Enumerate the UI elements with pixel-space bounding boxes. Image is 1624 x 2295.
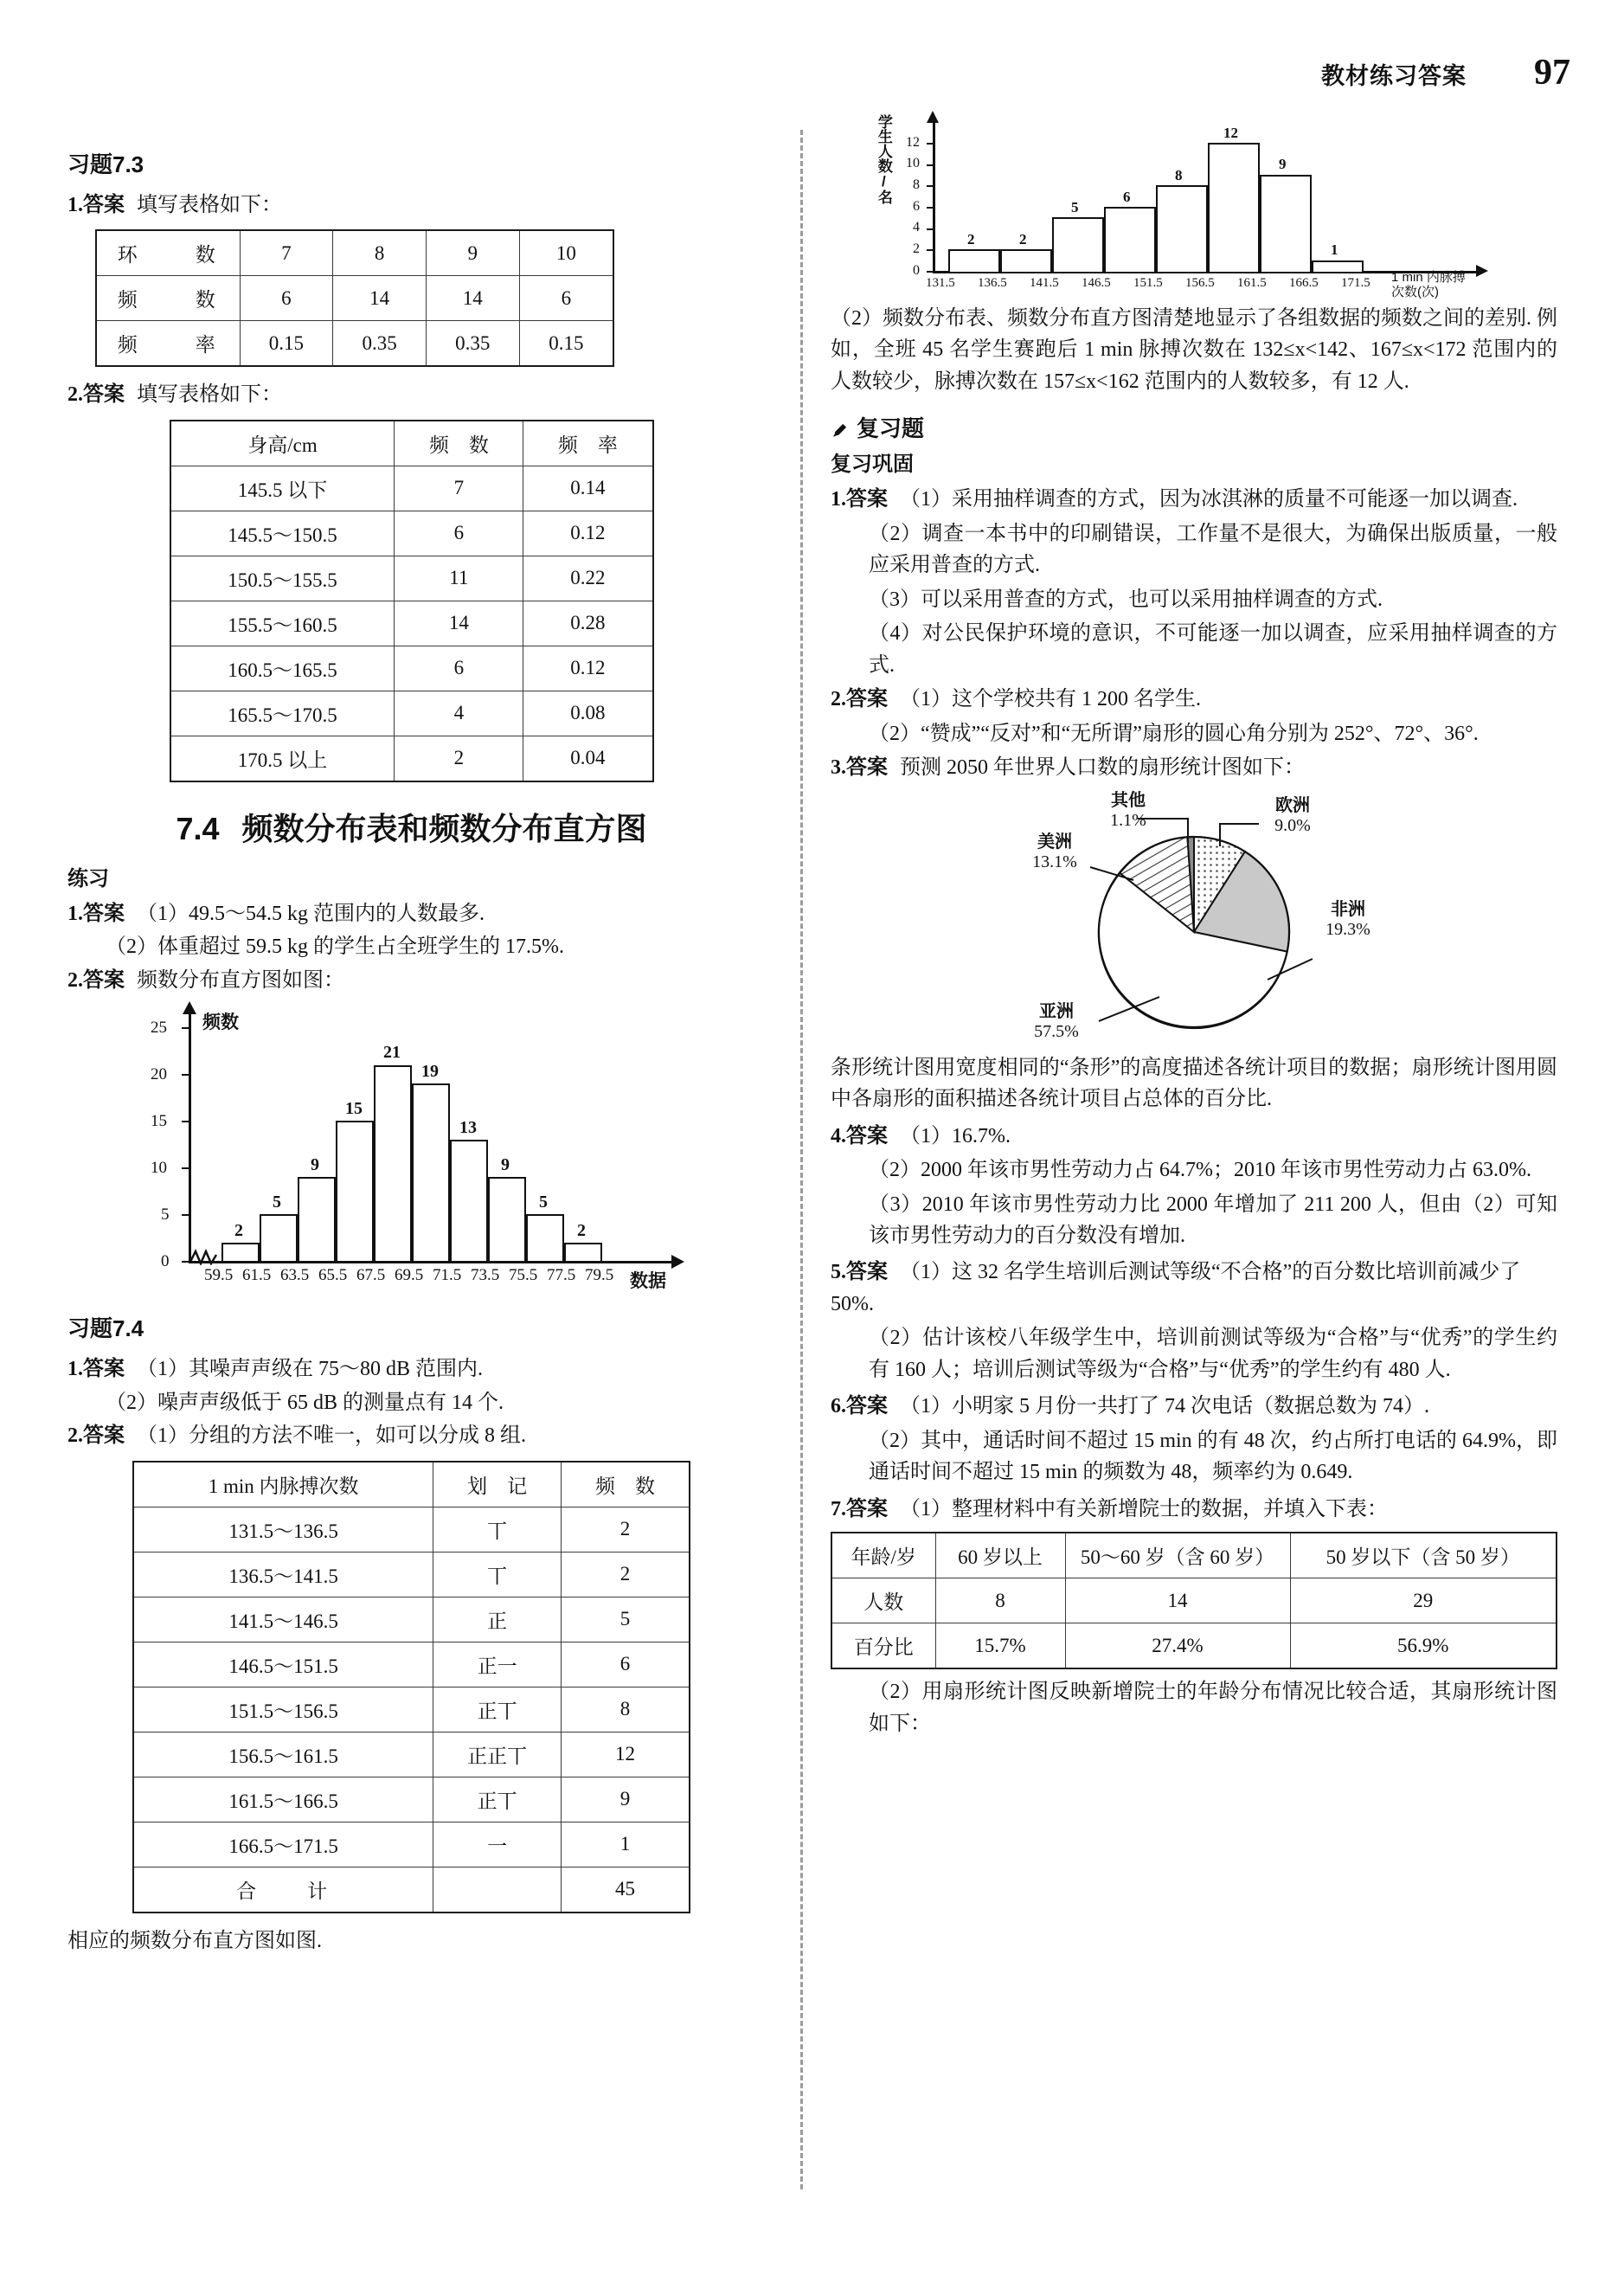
table-row [831, 1623, 1557, 1669]
cell: 155.5～160.5 [170, 601, 395, 646]
bar-value: 21 [383, 1043, 401, 1063]
answer-r2-2: （2）“赞成”“反对”和“无所谓”扇形的圆心角分别为 252°、72°、36°. [869, 722, 1479, 745]
bar-value: 8 [1175, 167, 1183, 183]
answer-74p-1 [67, 898, 755, 929]
answer-74e-1b: （2）噪声声级低于 65 dB 的测量点有 14 个. [106, 1391, 504, 1414]
cell: 151.5～156.5 [133, 1687, 433, 1732]
y-tick [182, 1121, 189, 1122]
section-heading-74ex: 习题7.4 [67, 1315, 144, 1342]
bar [564, 1243, 602, 1262]
y-tick [927, 185, 934, 187]
answer-label: 1.答案 [67, 902, 125, 925]
pulse-x-axis-caption-line2: 次数(次) [1391, 285, 1439, 300]
cell: 6 [395, 646, 523, 691]
section-heading-74 [67, 805, 755, 849]
bar [1156, 185, 1208, 272]
x-axis-arrow-icon [671, 1255, 684, 1269]
pie-label-europe-name: 欧洲 [1275, 795, 1310, 815]
cell: 0.04 [523, 736, 653, 781]
y-tick [927, 271, 934, 273]
cell: 人数 [831, 1578, 935, 1623]
table-rings [95, 229, 614, 367]
x-tick-label: 146.5 [1082, 276, 1111, 290]
y-tick [182, 1027, 189, 1029]
bar [412, 1083, 450, 1261]
pie-label-asia-value: 57.5% [1034, 1021, 1079, 1041]
cell: 10 [519, 230, 613, 276]
bar-value: 5 [539, 1192, 548, 1212]
bar-value: 1 [1331, 241, 1338, 258]
x-tick-label: 79.5 [585, 1266, 614, 1285]
table-row [170, 466, 653, 511]
col-header: 1 min 内脉搏次数 [133, 1462, 433, 1508]
table-row [133, 1507, 690, 1552]
cell: 11 [395, 556, 523, 601]
pencil-icon [826, 416, 853, 443]
cell: 0.12 [523, 646, 653, 691]
population-pie-chart [1008, 789, 1380, 1049]
bar-value: 2 [1019, 231, 1027, 248]
answer-label: 6.答案 [831, 1395, 888, 1418]
y-axis [189, 1012, 191, 1263]
table-row [831, 1578, 1557, 1623]
cell: 146.5～151.5 [133, 1642, 433, 1687]
review-heading-row [831, 411, 1557, 443]
answer-label: 5.答案 [831, 1261, 888, 1284]
cell: 12 [561, 1732, 690, 1777]
x-tick-label: 161.5 [1237, 276, 1267, 290]
page-header [0, 52, 1624, 93]
x-tick-label: 59.5 [204, 1266, 234, 1285]
y-tick [182, 1261, 189, 1263]
bar-value: 13 [459, 1118, 477, 1138]
cell: 6 [519, 276, 613, 321]
cell: 正 [433, 1597, 562, 1642]
answer-text: （1）采用抽样调查的方式，因为冰淇淋的质量不可能逐一加以调查. [900, 488, 1518, 511]
y-tick-label: 5 [161, 1205, 170, 1225]
y-tick [927, 207, 934, 209]
answer-text: 频数分布直方图如图： [137, 968, 344, 992]
bar [1104, 207, 1156, 272]
pie-label-america-value: 13.1% [1032, 852, 1077, 871]
y-tick [182, 1074, 189, 1076]
cell: 165.5～170.5 [170, 691, 395, 736]
answer-r6-2: （2）其中，通话时间不超过 15 min 的有 48 次，约占所打电话的 64.9%，即通话时间不超过 15 min 的频数为 48，频率约为 0.649. [869, 1429, 1557, 1484]
page-title: 教材练习答案 [1321, 63, 1467, 89]
bar [1000, 249, 1052, 272]
col-header: 50 岁以下（含 50 岁） [1290, 1533, 1557, 1578]
x-axis-label: 数据 [630, 1271, 666, 1292]
practice-heading: 练习 [67, 866, 109, 890]
y-tick-label: 10 [906, 156, 920, 170]
cell: 156.5～161.5 [133, 1732, 433, 1777]
cell: 5 [561, 1597, 690, 1642]
answer-r1-2: （2）调查一本书中的印刷错误，工作量不是很大，为确保出版质量，一般应采用普查的方式. [869, 522, 1557, 577]
table-rings-wrap [67, 229, 755, 367]
bar [221, 1243, 260, 1262]
answer-r4 [831, 1121, 1557, 1152]
bar [948, 249, 1000, 272]
bar [336, 1121, 374, 1261]
answer-74p-1b: （2）体重超过 59.5 kg 的学生占全班学生的 17.5%. [106, 935, 564, 959]
cell: 0.35 [426, 321, 519, 367]
answer-73-2 [67, 379, 755, 410]
x-tick-label: 156.5 [1185, 276, 1215, 290]
table-pulse-footnote: 相应的频数分布直方图如图. [67, 1929, 322, 1952]
table-row [170, 736, 653, 781]
cell: 百分比 [831, 1623, 935, 1669]
cell: 14 [1065, 1578, 1290, 1623]
cell: 8 [935, 1578, 1065, 1623]
y-tick-label: 25 [151, 1019, 167, 1038]
answer-r5-2: （2）估计该校八年级学生中，培训前测试等级为“合格”与“优秀”的学生约有 160 人；培训后测试等级为“合格”与“优秀”的学生约有 480 人. [869, 1327, 1557, 1381]
cell: 6 [395, 511, 523, 556]
cell: 45 [561, 1867, 690, 1912]
cell: 一 [433, 1822, 562, 1867]
answer-text: （1）这个学校共有 1 200 名学生. [900, 688, 1201, 711]
answer-r1-4: （4）对公民保护环境的意识，不可能逐一加以调查，应采用抽样调查的方式. [869, 622, 1557, 677]
x-tick-label: 141.5 [1030, 276, 1059, 290]
x-axis-arrow-icon [1476, 265, 1488, 277]
row-label: 频 率 [96, 321, 240, 367]
table-row [133, 1687, 690, 1732]
cell [433, 1867, 562, 1912]
cell: 29 [1290, 1578, 1557, 1623]
table-academicians-wrap [831, 1532, 1557, 1669]
col-header: 年龄/岁 [831, 1533, 935, 1578]
table-row [170, 511, 653, 556]
answer-text: （1）这 32 名学生培训后测试等级“不合格”的百分数比培训前减少了 50%. [831, 1261, 1521, 1315]
answer-r4-3: （3）2010 年该市男性劳动力比 2000 年增加了 211 200 人，但由（2）可知该市男性劳动力的百分数没有增加. [869, 1192, 1557, 1247]
pie-label-africa-value: 19.3% [1326, 919, 1370, 939]
cell: 15.7% [935, 1623, 1065, 1669]
cell: 0.14 [523, 466, 653, 511]
cell: 0.22 [523, 556, 653, 601]
answer-text: 填写表格如下： [137, 194, 282, 216]
cell: 14 [426, 276, 519, 321]
pie-label-other-value: 1.1% [1110, 810, 1146, 830]
bar [260, 1214, 298, 1261]
answer-label: 2.答案 [67, 968, 125, 992]
answer-label: 4.答案 [831, 1124, 888, 1148]
left-column [67, 147, 755, 1957]
answer-text: （1）分组的方法不唯一，如可以分成 8 组. [137, 1424, 526, 1448]
y-tick-label: 10 [151, 1159, 167, 1178]
cell: 166.5～171.5 [133, 1822, 433, 1867]
answer-r2 [831, 684, 1557, 715]
cell: 27.4% [1065, 1623, 1290, 1669]
x-tick-label: 151.5 [1133, 276, 1163, 290]
cell: 0.35 [333, 321, 427, 367]
x-tick-label: 77.5 [547, 1266, 576, 1285]
bar [450, 1140, 488, 1261]
pulse-analysis-text: （2）频数分布表、频数分布直方图清楚地显示了各组数据的频数之间的差别. 例如，全班 45 名学生赛跑后 1 min 脉搏次数在 132≤x<142、167≤x<172 范围内的人数较少，脉搏次数在 157≤x<162 范围内的人数较多，有 12 人. [831, 307, 1557, 393]
bar-value: 9 [311, 1155, 319, 1175]
x-tick-label: 69.5 [395, 1266, 424, 1285]
cell: 4 [395, 691, 523, 736]
cell: 2 [395, 736, 523, 781]
right-column [831, 114, 1557, 1742]
cell: 正一 [433, 1642, 562, 1687]
y-tick-label: 0 [913, 263, 920, 278]
content-columns [0, 114, 1624, 2224]
table-row [133, 1732, 690, 1777]
pulse-x-axis-caption-line1: 1 min 内脉搏 [1391, 270, 1466, 285]
review-sub-heading: 复习巩固 [831, 453, 914, 477]
bar [298, 1177, 336, 1261]
cell: 0.15 [240, 321, 333, 367]
pulse-y-axis-caption: 学生人数/名 [875, 114, 892, 204]
table-row [133, 1822, 690, 1867]
answer-r1-3: （3）可以采用普查的方式，也可以采用抽样调查的方式. [869, 588, 1383, 611]
col-header: 频 数 [561, 1462, 690, 1508]
y-tick [182, 1167, 189, 1169]
x-tick-label: 63.5 [280, 1266, 310, 1285]
col-header: 频 率 [523, 421, 653, 466]
answer-74e-2 [67, 1420, 755, 1451]
bar [488, 1177, 526, 1261]
bar-value: 5 [1071, 199, 1079, 215]
answer-label: 1.答案 [831, 488, 888, 511]
bar [1208, 143, 1260, 272]
cell: 8 [333, 230, 427, 276]
pie-label-america-name: 美洲 [1037, 832, 1072, 852]
bar [1312, 260, 1364, 272]
answer-r7-2: （2）用扇形统计图反映新增院士的年龄分布情况比较合适，其扇形统计图如下： [869, 1681, 1557, 1735]
bar-value: 2 [967, 231, 975, 248]
y-tick-label: 4 [913, 220, 920, 235]
bar-value: 15 [345, 1099, 363, 1119]
section-number: 7.4 [176, 810, 220, 846]
x-tick-label: 67.5 [356, 1266, 386, 1285]
cell: 7 [395, 466, 523, 511]
y-tick [927, 143, 934, 145]
cell: 正丅 [433, 1777, 562, 1822]
bar-value: 6 [1123, 189, 1131, 205]
answer-r3 [831, 752, 1557, 783]
y-tick-label: 6 [913, 199, 920, 214]
bar-value: 19 [421, 1062, 439, 1082]
cell: 正正丅 [433, 1732, 562, 1777]
y-tick [927, 228, 934, 230]
cell: 0.12 [523, 511, 653, 556]
cell: 0.15 [519, 321, 613, 367]
answer-text: （1）16.7%. [900, 1124, 1011, 1148]
bar [1260, 175, 1312, 272]
cell: 161.5～166.5 [133, 1777, 433, 1822]
answer-74p-2 [67, 965, 755, 996]
table-row [170, 646, 653, 691]
pie-label-europe-value: 9.0% [1274, 815, 1311, 835]
bar-value: 9 [1279, 156, 1287, 172]
bar-value: 5 [273, 1192, 281, 1212]
cell: 8 [561, 1687, 690, 1732]
answer-r1 [831, 484, 1557, 515]
pie-label-africa [1309, 900, 1387, 940]
cell: 1 [561, 1822, 690, 1867]
bar [1052, 217, 1104, 272]
bar-value: 2 [577, 1221, 586, 1241]
y-tick-label: 20 [151, 1065, 167, 1084]
answer-label: 3.答案 [831, 756, 888, 780]
x-tick-label: 75.5 [509, 1266, 538, 1285]
answer-r4-2: （2）2000 年该市男性劳动力占 64.7%；2010 年该市男性劳动力占 63.0%. [869, 1159, 1531, 1182]
answer-73-1 [67, 190, 755, 221]
answer-label: 2.答案 [831, 688, 888, 711]
cell: 56.9% [1290, 1623, 1557, 1669]
cell: 丅 [433, 1507, 562, 1552]
page-number: 97 [1534, 53, 1570, 93]
cell: 2 [561, 1552, 690, 1597]
x-tick-label: 166.5 [1289, 276, 1319, 290]
y-tick [182, 1214, 189, 1216]
cell: 136.5～141.5 [133, 1552, 433, 1597]
x-tick-label: 61.5 [242, 1266, 272, 1285]
row-label: 频 数 [96, 276, 240, 321]
table-header-row [170, 421, 653, 466]
answer-74e-1 [67, 1353, 755, 1385]
bar [526, 1214, 564, 1261]
cell: 141.5～146.5 [133, 1597, 433, 1642]
cell: 0.28 [523, 601, 653, 646]
cell: 150.5～155.5 [170, 556, 395, 601]
cell: 2 [561, 1507, 690, 1552]
y-tick [927, 164, 934, 166]
cell: 正丅 [433, 1687, 562, 1732]
y-tick-label: 0 [161, 1252, 170, 1271]
table-header-row [133, 1462, 690, 1508]
table-academicians [831, 1532, 1557, 1669]
table-row [133, 1642, 690, 1687]
answer-r3-after: 条形统计图用宽度相同的“条形”的高度描述各统计项目的数据；扇形统计图用圆中各扇形的面积描述各统计项目占总体的百分比. [831, 1056, 1557, 1111]
col-header: 50～60 岁（含 60 岁） [1065, 1533, 1290, 1578]
section-heading-73: 习题7.3 [67, 151, 144, 177]
cell: 7 [240, 230, 333, 276]
pie-label-other [1091, 791, 1165, 831]
x-tick-label: 136.5 [978, 276, 1007, 290]
bar-value: 9 [501, 1155, 510, 1175]
pie-label-asia [1017, 1002, 1096, 1042]
answer-r7 [831, 1494, 1557, 1525]
table-pulse [132, 1461, 690, 1913]
answer-label: 1.答案 [67, 194, 125, 216]
cell: 丅 [433, 1552, 562, 1597]
x-tick-label: 71.5 [433, 1266, 462, 1285]
x-tick-label: 65.5 [318, 1266, 348, 1285]
cell: 160.5～165.5 [170, 646, 395, 691]
pie-label-africa-name: 非洲 [1331, 899, 1365, 919]
cell: 14 [333, 276, 427, 321]
table-pulse-wrap [67, 1461, 755, 1913]
x-tick-label: 73.5 [471, 1266, 500, 1285]
bar [374, 1065, 412, 1262]
answer-label: 1.答案 [67, 1358, 125, 1381]
x-tick-label: 171.5 [1341, 276, 1370, 290]
answer-text: 填写表格如下： [137, 383, 282, 407]
bar-value: 12 [1223, 125, 1238, 141]
cell: 14 [395, 601, 523, 646]
cell: 170.5 以上 [170, 736, 395, 781]
answer-text: （1）其噪声声级在 75～80 dB 范围内. [137, 1358, 484, 1381]
table-row [96, 321, 613, 367]
y-tick-label: 8 [913, 177, 920, 192]
col-header: 划 记 [433, 1462, 562, 1508]
cell: 145.5 以下 [170, 466, 395, 511]
pie-label-other-name: 其他 [1111, 790, 1146, 810]
x-tick-label: 131.5 [926, 276, 955, 290]
axis-break-icon [190, 1248, 220, 1265]
col-header: 60 岁以上 [935, 1533, 1065, 1578]
answer-label: 2.答案 [67, 1424, 125, 1448]
answer-text: （1）小明家 5 月份一共打了 74 次电话（数据总数为 74）. [900, 1395, 1429, 1418]
table-row [133, 1552, 690, 1597]
cell: 131.5～136.5 [133, 1507, 433, 1552]
y-tick-label: 15 [151, 1112, 167, 1131]
table-header-row [831, 1533, 1557, 1578]
pulse-x-axis-caption [1391, 270, 1466, 300]
cell: 9 [561, 1777, 690, 1822]
pie-label-america [1013, 832, 1096, 872]
col-header: 身高/cm [170, 421, 395, 466]
pie-label-asia-name: 亚洲 [1039, 1001, 1074, 1021]
table-row [133, 1777, 690, 1822]
review-heading: 复习题 [857, 415, 925, 442]
cell: 145.5～150.5 [170, 511, 395, 556]
cell: 6 [561, 1642, 690, 1687]
y-tick-label: 12 [906, 135, 920, 150]
table-height-wrap [67, 420, 755, 782]
answer-r5 [831, 1257, 1557, 1320]
y-axis-arrow-icon [183, 1001, 196, 1014]
col-header: 频 数 [395, 421, 523, 466]
answer-text: （1）49.5～54.5 kg 范围内的人数最多. [137, 902, 485, 925]
y-axis-label: 频数 [202, 1012, 239, 1033]
pulse-histogram-chart [831, 114, 1523, 300]
table-row [170, 556, 653, 601]
answer-label: 2.答案 [67, 383, 125, 407]
pie-label-europe [1254, 796, 1332, 836]
answer-text: 预测 2050 年世界人口数的扇形统计图如下： [900, 756, 1305, 780]
table-height [170, 420, 654, 782]
table-row [96, 276, 613, 321]
answer-label: 7.答案 [831, 1497, 888, 1520]
answer-r6 [831, 1391, 1557, 1422]
weight-histogram-chart [93, 1003, 699, 1292]
cell: 合 计 [133, 1867, 433, 1912]
table-row [170, 601, 653, 646]
y-axis-arrow-icon [927, 111, 939, 123]
x-axis [189, 1261, 673, 1263]
cell: 6 [240, 276, 333, 321]
table-row [133, 1597, 690, 1642]
row-label: 环 数 [96, 230, 240, 276]
table-row [96, 230, 613, 276]
cell: 9 [426, 230, 519, 276]
cell: 0.08 [523, 691, 653, 736]
answer-text: （1）整理材料中有关新增院士的数据，并填入下表： [900, 1497, 1388, 1520]
table-row [133, 1867, 690, 1912]
y-tick-label: 2 [913, 241, 920, 256]
table-row [170, 691, 653, 736]
y-tick [927, 249, 934, 251]
bar-value: 2 [234, 1221, 243, 1241]
section-title: 频数分布表和频数分布直方图 [241, 810, 647, 846]
